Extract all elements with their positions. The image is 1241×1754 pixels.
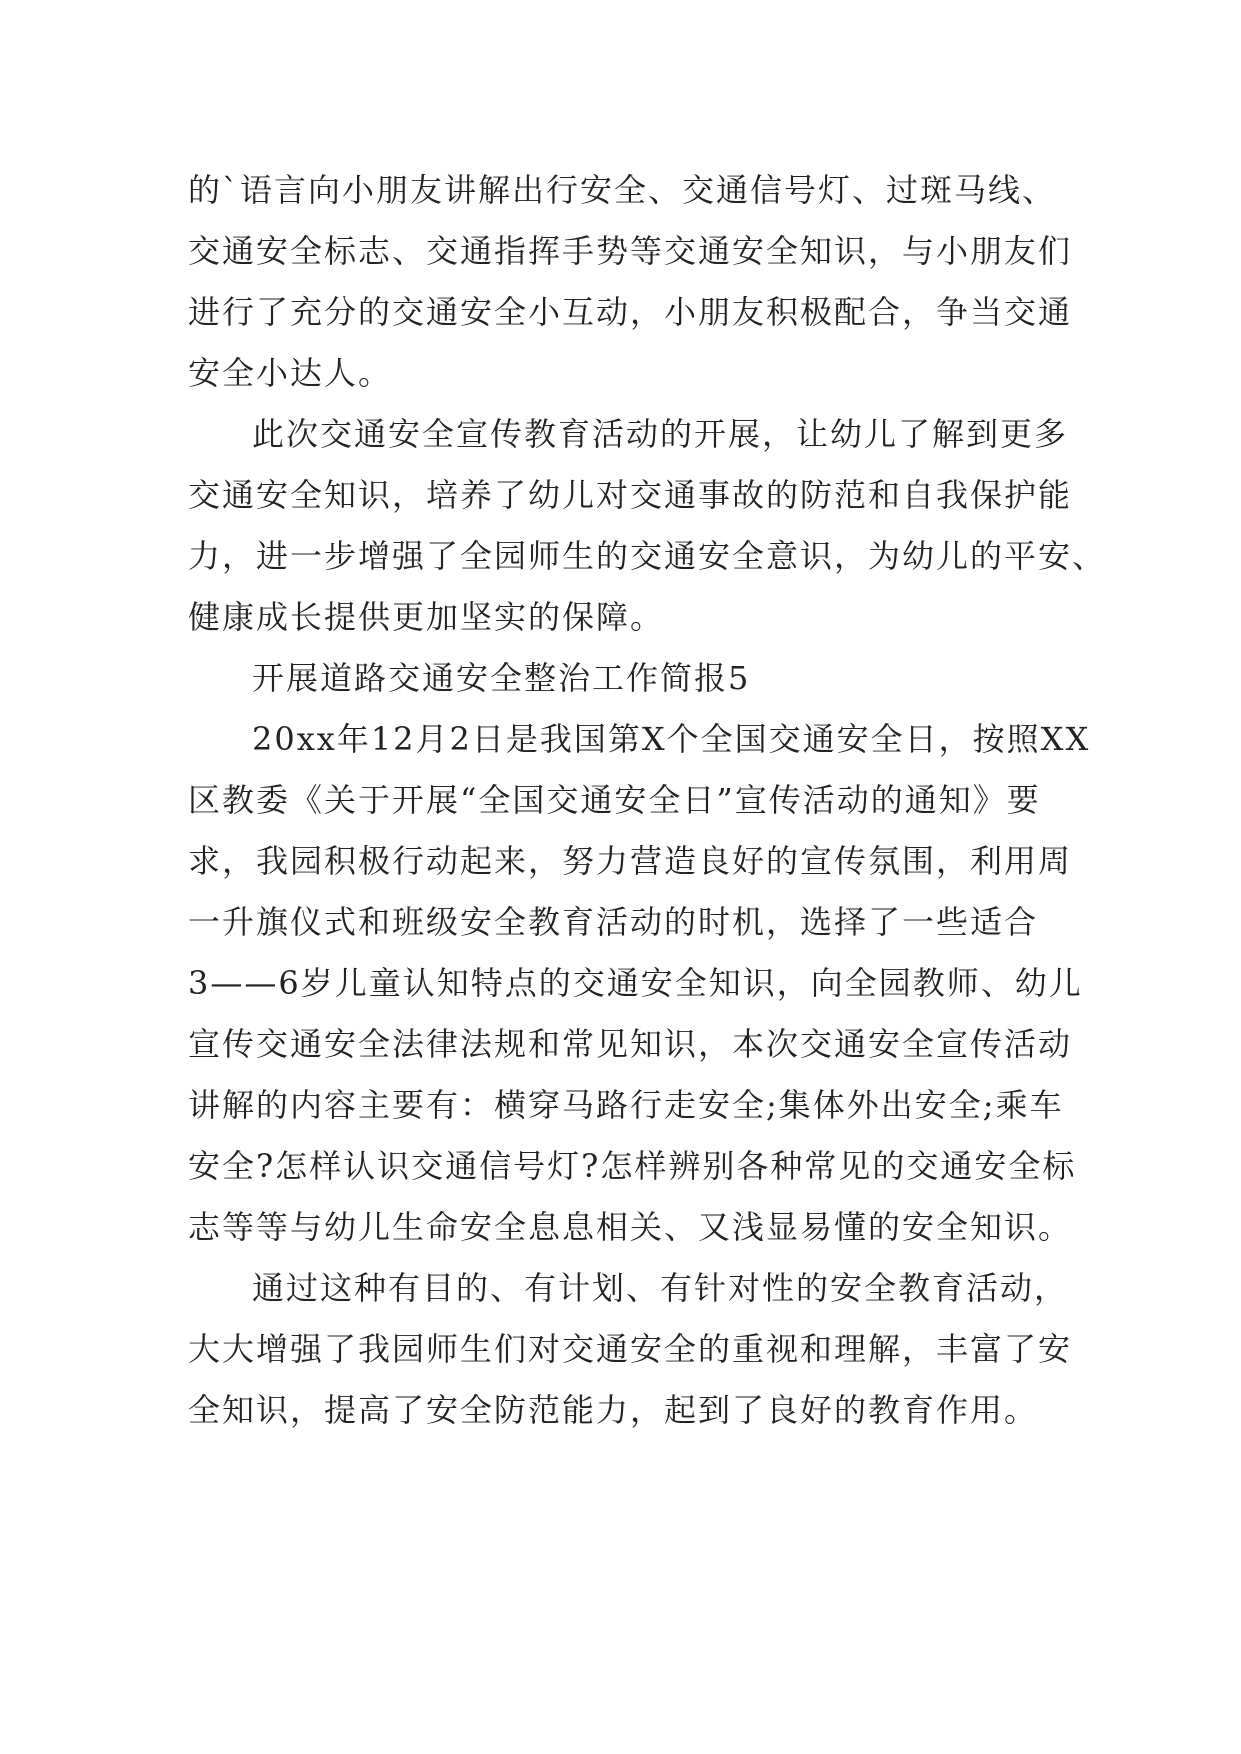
document-body [188,160,1107,1441]
text-line: 20xx年12月2日是我国第X个全国交通安全日，按照XX [252,720,1091,758]
text-line: 求，我园积极行动起来，努力营造良好的宣传氛围，利用周 [188,842,1073,880]
text-line: 一升旗仪式和班级安全教育活动的时机，选择了一些适合 [188,903,1039,941]
text-line: 大大增强了我园师生们对交通安全的重视和理解，丰富了安 [188,1330,1073,1368]
text-line: 此次交通安全宣传教育活动的开展，让幼儿了解到更多 [252,415,1069,453]
paragraph [188,160,1073,404]
text-line: 通过这种有目的、有计划、有针对性的安全教育活动， [252,1269,1069,1307]
text-line: 健康成长提供更加坚实的保障。 [188,598,665,636]
text-line: 3——6岁儿童认知特点的交通安全知识，向全园教师、幼儿 [188,964,1083,1002]
text-line: 安全?怎样认识交通信号灯?怎样辨别各种常见的交通安全标 [188,1147,1077,1185]
paragraph [188,1258,1073,1441]
text-line: 宣传交通安全法律法规和常见知识，本次交通安全宣传活动 [188,1025,1073,1063]
text-line: 安全小达人。 [188,354,393,392]
text-line: 全知识，提高了安全防范能力，起到了良好的教育作用。 [188,1391,1039,1429]
text-line: 区教委《关于开展“全国交通安全日”宣传活动的通知》要 [188,781,1041,819]
text-line: 志等等与幼儿生命安全息息相关、又浅显易懂的安全知识。 [188,1208,1073,1246]
text-line: 交通安全知识，培养了幼儿对交通事故的防范和自我保护能 [188,476,1073,514]
text-line: 的`语言向小朋友讲解出行安全、交通信号灯、过斑马线、 [188,171,1057,209]
text-line: 讲解的内容主要有：横穿马路行走安全;集体外出安全;乘车 [188,1086,1064,1124]
section-heading [188,648,1056,709]
heading-text: 开展道路交通安全整治工作简报5 [252,659,751,697]
paragraph [188,404,1107,648]
text-line: 力，进一步增强了全园师生的交通安全意识，为幼儿的平安、 [188,537,1107,575]
text-line: 交通安全标志、交通指挥手势等交通安全知识，与小朋友们 [188,232,1073,270]
paragraph [188,709,1091,1258]
text-line: 进行了充分的交通安全小互动，小朋友积极配合，争当交通 [188,293,1073,331]
